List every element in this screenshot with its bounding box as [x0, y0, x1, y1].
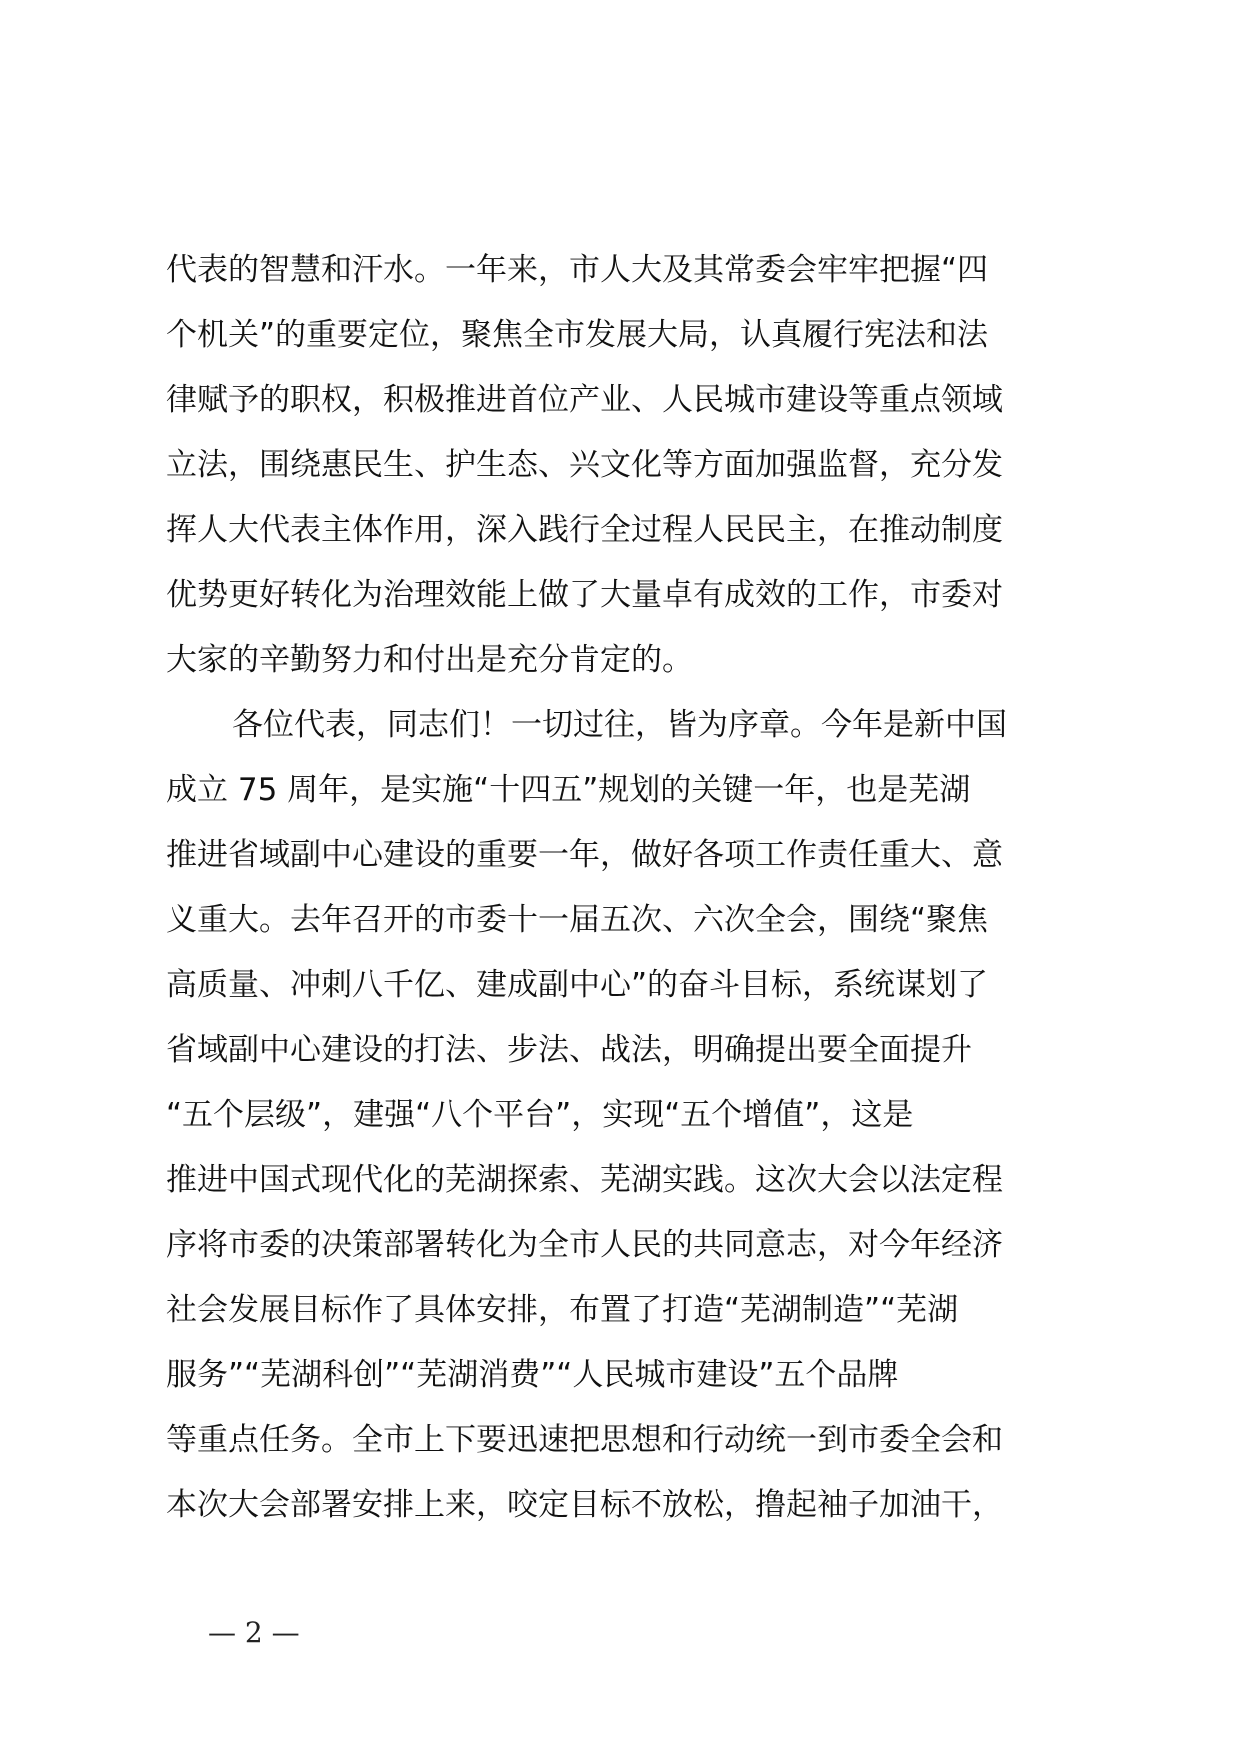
body-text	[166, 238, 1096, 1538]
text-line: 推进中国式现代化的芜湖探索、芜湖实践。这次大会以法定程	[166, 1162, 1003, 1198]
text-line: 律赋予的职权，积极推进首位产业、人民城市建设等重点领域	[166, 382, 1003, 418]
text-line: 个机关”的重要定位，聚焦全市发展大局，认真履行宪法和法	[166, 317, 989, 353]
text-line: 成立 75 周年，是实施“十四五”规划的关键一年，也是芜湖	[166, 772, 971, 808]
text-line: 优势更好转化为治理效能上做了大量卓有成效的工作，市委对	[166, 577, 1003, 613]
text-line: 立法，围绕惠民生、护生态、兴文化等方面加强监督，充分发	[166, 447, 1003, 483]
text-line: 高质量、冲刺八千亿、建成副中心”的奋斗目标，系统谋划了	[166, 967, 989, 1003]
text-line: 义重大。去年召开的市委十一届五次、六次全会，围绕“聚焦	[166, 902, 989, 938]
text-line: 省域副中心建设的打法、步法、战法，明确提出要全面提升	[166, 1032, 972, 1068]
text-line: 本次大会部署安排上来，咬定目标不放松，撸起袖子加油干，	[166, 1487, 1003, 1523]
paragraph-start-line: 各位代表，同志们！一切过往，皆为序章。今年是新中国	[232, 707, 1007, 743]
text-line: 服务”“芜湖科创”“芜湖消费”“人民城市建设”五个品牌	[166, 1357, 899, 1393]
text-line: 代表的智慧和汗水。一年来，市人大及其常委会牢牢把握“四	[166, 252, 989, 288]
text-line: 大家的辛勤努力和付出是充分肯定的。	[166, 642, 693, 678]
page-number: — 2 —	[208, 1616, 300, 1649]
text-line: 序将市委的决策部署转化为全市人民的共同意志，对今年经济	[166, 1227, 1003, 1263]
text-line: 挥人大代表主体作用，深入践行全过程人民民主，在推动制度	[166, 512, 1003, 548]
text-line: 推进省域副中心建设的重要一年，做好各项工作责任重大、意	[166, 837, 1003, 873]
text-line: “五个层级”，建强“八个平台”，实现“五个增值”，这是	[166, 1097, 914, 1133]
text-line: 社会发展目标作了具体安排，布置了打造“芜湖制造”“芜湖	[166, 1292, 959, 1328]
text-line: 等重点任务。全市上下要迅速把思想和行动统一到市委全会和	[166, 1422, 1003, 1458]
